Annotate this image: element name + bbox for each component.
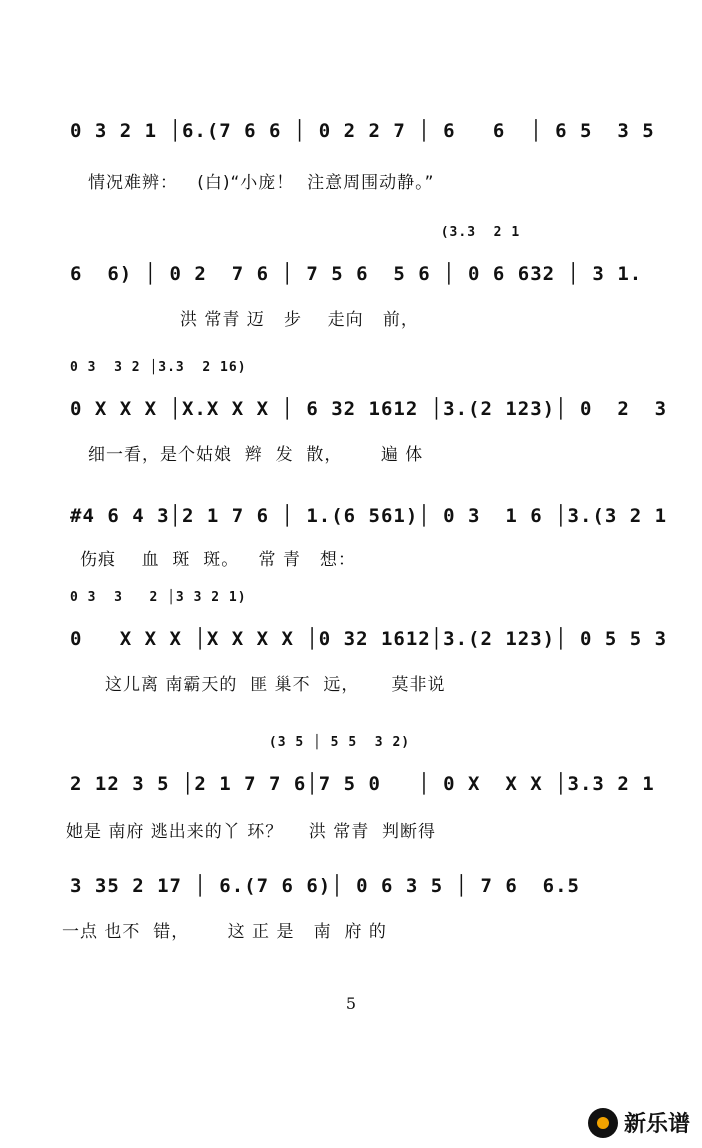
vinyl-record-icon [588, 1108, 618, 1138]
notation-line: 2 12 3 5 │2 1 7 7 6│7 5 0 │ 0 X X X │3.3 2 1 [70, 773, 655, 795]
notation-line: #4 6 4 3│2 1 7 6 │ 1.(6 561)│ 0 3 1 6 │3.(3 2 1 [70, 505, 668, 527]
notation-line: 0 3 2 1 │6.(7 6 6 │ 0 2 2 7 │ 6 6 │ 6 5 3 5 [70, 120, 655, 142]
upper-notation-line: (3.3 2 1 [70, 225, 521, 240]
page-number: 5 [345, 994, 357, 1013]
lyric-line: 这儿离 南霸天的 匪 巢不 远， 莫非说 [105, 675, 446, 695]
upper-notation-line: 0 3 3 2 │3.3 2 16) [70, 360, 247, 375]
watermark-text: 新乐谱 [623, 1112, 690, 1137]
lyric-line: 细一看，是个姑娘 辫 发 散， 遍 体 [88, 445, 424, 465]
notation-line: 0 X X X │X.X X X │ 6 32 1612 │3.(2 123)│ 0 2 3 [70, 398, 668, 420]
upper-notation-line: (3 5 │ 5 5 3 2) [110, 735, 411, 750]
notation-line: 6 6) │ 0 2 7 6 │ 7 5 6 5 6 │ 0 6 632 │ 3 1. [70, 263, 643, 285]
watermark-logo [588, 1107, 690, 1138]
lyric-line: 一点 也不 错， 这 正 是 南 府 的 [62, 922, 387, 942]
lyric-line: 伤痕 血 斑 斑。 常 青 想： [80, 550, 357, 570]
lyric-line: 洪 常青 迈 步 走向 前， [180, 310, 419, 330]
notation-line: 0 X X X │X X X X │0 32 1612│3.(2 123)│ 0 5 5 3 [70, 628, 668, 650]
lyric-line: 情况难辨： (白)“小庞！ 注意周围动静。” [88, 173, 435, 193]
notation-line: 3 35 2 17 │ 6.(7 6 6)│ 0 6 3 5 │ 7 6 6.5 [70, 875, 580, 897]
upper-notation-line: 0 3 3 2 │3 3 2 1) [70, 590, 247, 605]
lyric-line: 她是 南府 逃出来的丫 环？ 洪 常青 判断得 [66, 822, 437, 842]
